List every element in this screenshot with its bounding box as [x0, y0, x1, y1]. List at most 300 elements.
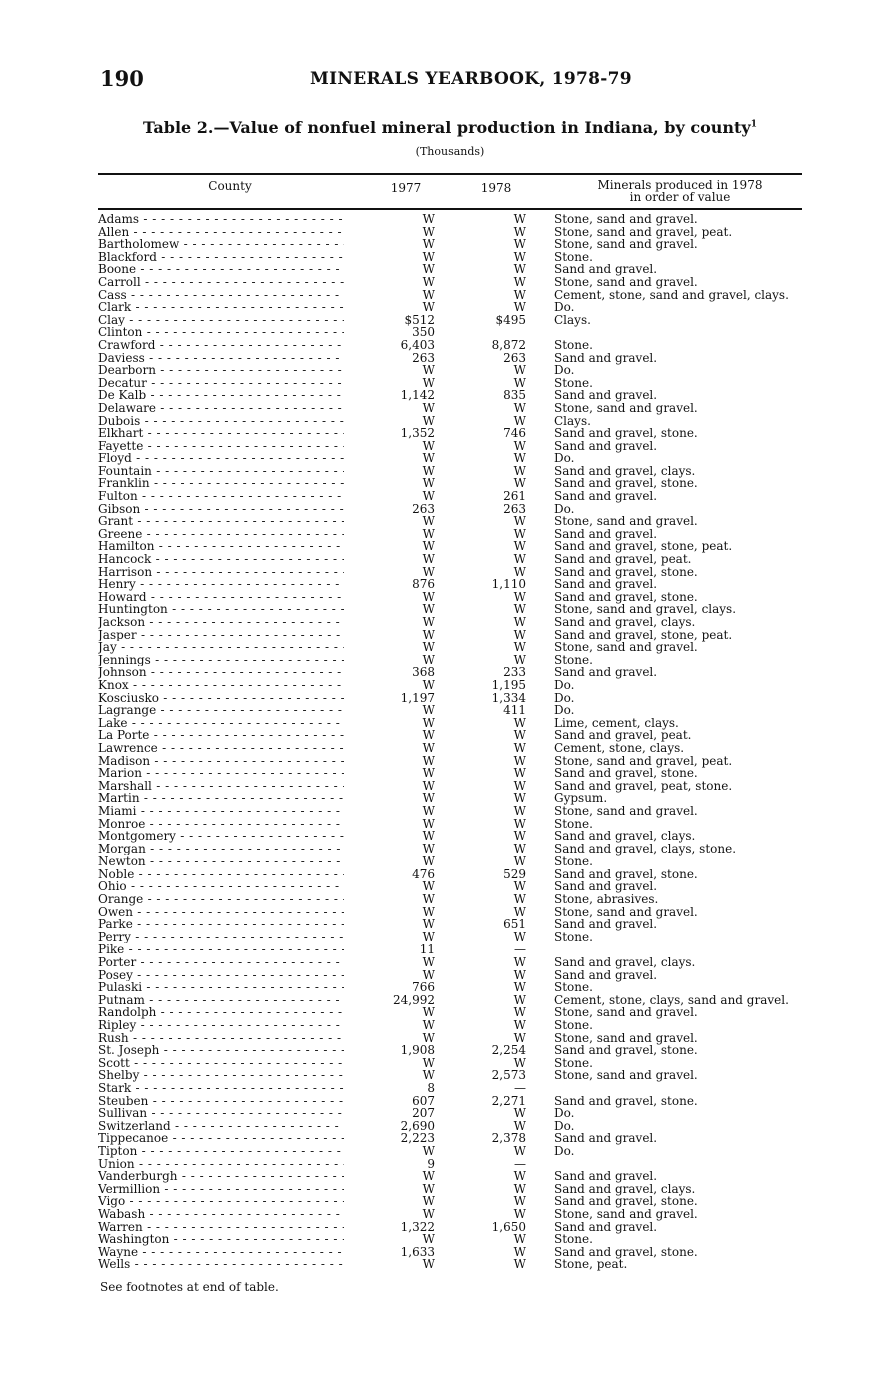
- value-1977-cell: W: [422, 1181, 435, 1196]
- table-row: [0, 629, 876, 642]
- minerals-cell: Stone, sand and gravel.: [554, 1206, 698, 1221]
- value-1978-cell: W: [513, 1055, 526, 1070]
- value-1977-cell: W: [422, 489, 435, 504]
- county-cell: Jennings - - -: [98, 654, 344, 667]
- value-1977-cell: W: [422, 1005, 435, 1020]
- value-1977-cell: W: [422, 904, 435, 919]
- table-row: [0, 893, 876, 906]
- value-1977-cell: W: [422, 1232, 435, 1247]
- value-1978-cell: W: [513, 1030, 526, 1045]
- table-row: [0, 213, 876, 226]
- table-row: [0, 1258, 876, 1271]
- value-1978-cell: W: [513, 740, 526, 755]
- table-row: [0, 818, 876, 831]
- table-row: [0, 679, 876, 692]
- value-1978-cell: W: [513, 249, 526, 264]
- minerals-cell: Do.: [554, 501, 575, 516]
- value-1978-cell: W: [513, 1018, 526, 1032]
- county-cell: Crawford - - -: [98, 339, 344, 352]
- minerals-cell: Sand and gravel, stone.: [554, 866, 698, 881]
- value-1977-cell: W: [422, 715, 435, 730]
- value-1977-cell: 1,322: [400, 1219, 435, 1234]
- value-1978-cell: W: [513, 791, 526, 806]
- value-1978-cell: W: [513, 1232, 526, 1247]
- table-top-rule: [98, 173, 802, 175]
- minerals-cell: Sand and gravel.: [554, 1131, 658, 1146]
- table-row: [0, 352, 876, 365]
- county-cell: Hamilton - - -: [98, 540, 344, 553]
- minerals-cell: Lime, cement, clays.: [554, 715, 679, 730]
- county-cell: Cass - - -: [98, 289, 344, 302]
- value-1978-cell: W: [513, 363, 526, 378]
- minerals-cell: Stone, sand and gravel.: [554, 212, 698, 226]
- county-cell: Steuben - - -: [98, 1095, 344, 1108]
- county-cell: Rush - - -: [98, 1032, 344, 1045]
- county-cell: Switzerland - - -: [98, 1120, 344, 1133]
- county-cell: Sullivan - - -: [98, 1107, 344, 1120]
- value-1978-cell: $495: [495, 312, 526, 327]
- value-1978-cell: W: [513, 589, 526, 604]
- county-cell: St. Joseph - - -: [98, 1044, 344, 1057]
- table-row: [0, 855, 876, 868]
- county-cell: Wayne - - -: [98, 1246, 344, 1259]
- minerals-cell: Sand and gravel, stone, peat.: [554, 539, 733, 554]
- minerals-cell: Sand and gravel.: [554, 577, 658, 592]
- minerals-cell: Clays.: [554, 312, 591, 327]
- table-row: [0, 238, 876, 251]
- minerals-cell: Sand and gravel.: [554, 438, 658, 453]
- value-1977-cell: W: [422, 955, 435, 970]
- value-1978-cell: W: [513, 375, 526, 390]
- minerals-cell: Clays.: [554, 413, 591, 428]
- county-cell: Perry - - -: [98, 931, 344, 944]
- table-row: [0, 377, 876, 390]
- value-1977-cell: W: [422, 212, 435, 226]
- value-1978-cell: W: [513, 237, 526, 252]
- value-1977-cell: W: [422, 1194, 435, 1209]
- value-1978-cell: W: [513, 803, 526, 818]
- table-row: [0, 314, 876, 327]
- value-1977-cell: W: [422, 1068, 435, 1083]
- minerals-cell: Sand and gravel, clays.: [554, 615, 696, 629]
- table-row: [0, 805, 876, 818]
- value-1978-cell: 2,254: [491, 1043, 526, 1058]
- value-1978-cell: W: [513, 652, 526, 667]
- value-1978-cell: W: [513, 728, 526, 743]
- table-row: [0, 906, 876, 919]
- value-1977-cell: W: [422, 892, 435, 907]
- minerals-cell: Stone.: [554, 929, 593, 944]
- value-1977-cell: W: [422, 552, 435, 567]
- value-1977-cell: W: [422, 766, 435, 781]
- county-cell: Lawrence - - -: [98, 742, 344, 755]
- county-cell: Bartholomew - - -: [98, 238, 344, 251]
- value-1977-cell: W: [422, 740, 435, 755]
- value-1977-cell: W: [422, 237, 435, 252]
- value-1977-cell: W: [422, 652, 435, 667]
- county-cell: Montgomery - - -: [98, 830, 344, 843]
- table-row: [0, 1095, 876, 1108]
- value-1977-cell: W: [422, 287, 435, 302]
- value-1977-cell: W: [422, 249, 435, 264]
- table-row: [0, 1057, 876, 1070]
- value-1977-cell: 2,690: [400, 1118, 435, 1133]
- value-1978-cell: W: [513, 1244, 526, 1259]
- minerals-cell: Sand and gravel.: [554, 526, 658, 541]
- table-row: [0, 654, 876, 667]
- table-row: [0, 1246, 876, 1259]
- table-row: [0, 868, 876, 881]
- table-row: [0, 477, 876, 490]
- value-1978-cell: 651: [503, 917, 526, 932]
- table-title-footnote-marker: 1: [750, 119, 757, 130]
- table-row: [0, 1208, 876, 1221]
- value-1977-cell: W: [422, 363, 435, 378]
- county-cell: Stark - - -: [98, 1082, 344, 1095]
- column-header-1978: 1978: [480, 181, 512, 195]
- value-1977-cell: W: [422, 816, 435, 831]
- table-row: [0, 226, 876, 239]
- county-cell: Parke - - -: [98, 918, 344, 931]
- minerals-cell: Sand and gravel.: [554, 665, 658, 680]
- minerals-cell: Stone, sand and gravel.: [554, 274, 698, 289]
- county-cell: Greene - - -: [98, 528, 344, 541]
- value-1977-cell: W: [422, 526, 435, 541]
- county-cell: Noble - - -: [98, 868, 344, 881]
- minerals-cell: Stone.: [554, 337, 593, 352]
- table-row: [0, 515, 876, 528]
- minerals-cell: Do.: [554, 703, 575, 718]
- value-1977-cell: 8: [427, 1080, 435, 1095]
- value-1977-cell: 263: [412, 350, 435, 365]
- value-1977-cell: 24,992: [393, 992, 435, 1007]
- county-cell: Lagrange - - -: [98, 704, 344, 717]
- value-1978-cell: W: [513, 1005, 526, 1020]
- value-1978-cell: —: [514, 1080, 526, 1095]
- value-1977-cell: W: [422, 791, 435, 806]
- table-row: [0, 490, 876, 503]
- value-1978-cell: W: [513, 753, 526, 768]
- county-cell: Ripley - - -: [98, 1019, 344, 1032]
- value-1977-cell: 1,908: [400, 1043, 435, 1058]
- table-row: [0, 1069, 876, 1082]
- value-1978-cell: W: [513, 1257, 526, 1272]
- table-row: [0, 1233, 876, 1246]
- value-1977-cell: W: [422, 224, 435, 239]
- value-1977-cell: 11: [419, 942, 435, 957]
- table-row: [0, 931, 876, 944]
- table-row: [0, 276, 876, 289]
- value-1977-cell: W: [422, 841, 435, 856]
- value-1978-cell: W: [513, 602, 526, 617]
- county-cell: Huntington - - -: [98, 603, 344, 616]
- value-1977-cell: W: [422, 589, 435, 604]
- table-header-rule: [98, 208, 802, 210]
- county-cell: Clinton - - -: [98, 326, 344, 339]
- county-cell: Adams - - -: [98, 213, 344, 226]
- value-1977-cell: W: [422, 463, 435, 478]
- column-header-minerals: [560, 179, 800, 203]
- value-1977-cell: 1,352: [400, 426, 435, 441]
- value-1977-cell: 766: [412, 980, 435, 995]
- value-1978-cell: W: [513, 929, 526, 944]
- table-row: [0, 880, 876, 893]
- minerals-cell: Cement, stone, clays.: [554, 740, 685, 755]
- value-1978-cell: W: [513, 1194, 526, 1209]
- table-row: [0, 1158, 876, 1171]
- minerals-cell: Sand and gravel, stone.: [554, 1244, 698, 1259]
- value-1978-cell: W: [513, 262, 526, 277]
- table-row: [0, 1145, 876, 1158]
- county-cell: Pulaski - - -: [98, 981, 344, 994]
- value-1978-cell: W: [513, 904, 526, 919]
- county-cell: Jay - - -: [98, 641, 344, 654]
- minerals-cell: Sand and gravel.: [554, 967, 658, 982]
- value-1977-cell: W: [422, 1169, 435, 1184]
- county-cell: Delaware - - -: [98, 402, 344, 415]
- table-row: [0, 301, 876, 314]
- minerals-cell: Do.: [554, 451, 575, 466]
- value-1977-cell: W: [422, 602, 435, 617]
- minerals-cell: Stone.: [554, 1018, 593, 1032]
- minerals-cell: Sand and gravel, clays.: [554, 463, 696, 478]
- county-cell: Lake - - -: [98, 717, 344, 730]
- table-row: [0, 452, 876, 465]
- value-1978-cell: W: [513, 778, 526, 793]
- table-row: [0, 251, 876, 264]
- value-1978-cell: W: [513, 816, 526, 831]
- value-1977-cell: $512: [404, 312, 435, 327]
- minerals-cell: Sand and gravel, clays.: [554, 1181, 696, 1196]
- value-1977-cell: 350: [412, 325, 435, 340]
- running-head: MINERALS YEARBOOK, 1978-79: [310, 69, 632, 89]
- county-cell: La Porte - - -: [98, 729, 344, 742]
- value-1978-cell: 1,650: [491, 1219, 526, 1234]
- table-row: [0, 666, 876, 679]
- county-cell: Grant - - -: [98, 515, 344, 528]
- value-1978-cell: W: [513, 640, 526, 655]
- value-1978-cell: W: [513, 967, 526, 982]
- page-number: 190: [100, 66, 144, 91]
- value-1977-cell: 1,197: [400, 690, 435, 705]
- minerals-cell: Sand and gravel, clays.: [554, 955, 696, 970]
- county-cell: Elkhart - - -: [98, 427, 344, 440]
- value-1978-cell: 233: [503, 665, 526, 680]
- value-1978-cell: 529: [503, 866, 526, 881]
- value-1977-cell: W: [422, 854, 435, 869]
- table-row: [0, 339, 876, 352]
- table-row: [0, 578, 876, 591]
- value-1977-cell: W: [422, 1206, 435, 1221]
- table-row: [0, 843, 876, 856]
- county-cell: Wabash - - -: [98, 1208, 344, 1221]
- value-1977-cell: 368: [412, 665, 435, 680]
- table-row: [0, 1132, 876, 1145]
- value-1978-cell: W: [513, 212, 526, 226]
- value-1978-cell: W: [513, 715, 526, 730]
- county-cell: Knox - - -: [98, 679, 344, 692]
- minerals-cell: Do.: [554, 677, 575, 692]
- minerals-cell: Stone, sand and gravel, peat.: [554, 224, 733, 239]
- table-row: [0, 616, 876, 629]
- value-1977-cell: W: [422, 1257, 435, 1272]
- table-row: [0, 1170, 876, 1183]
- minerals-cell: Sand and gravel, stone.: [554, 1194, 698, 1209]
- minerals-cell: Do.: [554, 363, 575, 378]
- table-row: [0, 969, 876, 982]
- minerals-cell: Sand and gravel, stone.: [554, 564, 698, 579]
- county-cell: Jasper - - -: [98, 629, 344, 642]
- value-1978-cell: 8,872: [491, 337, 526, 352]
- value-1978-cell: W: [513, 300, 526, 315]
- minerals-cell: Sand and gravel.: [554, 917, 658, 932]
- county-cell: Fayette - - -: [98, 440, 344, 453]
- minerals-cell: Sand and gravel, stone.: [554, 476, 698, 491]
- minerals-cell: Stone, abrasives.: [554, 892, 659, 907]
- county-cell: Orange - - -: [98, 893, 344, 906]
- value-1978-cell: —: [514, 1156, 526, 1171]
- table-row: [0, 641, 876, 654]
- value-1977-cell: W: [422, 1018, 435, 1032]
- minerals-cell: Stone, sand and gravel.: [554, 400, 698, 415]
- value-1978-cell: W: [513, 766, 526, 781]
- value-1977-cell: 476: [412, 866, 435, 881]
- minerals-cell: Do.: [554, 1118, 575, 1133]
- value-1978-cell: W: [513, 526, 526, 541]
- table-row: [0, 704, 876, 717]
- value-1977-cell: W: [422, 413, 435, 428]
- value-1977-cell: W: [422, 476, 435, 491]
- county-cell: Clark - - -: [98, 301, 344, 314]
- table-row: [0, 1082, 876, 1095]
- minerals-cell: Stone, sand and gravel, peat.: [554, 753, 733, 768]
- minerals-cell: Stone, sand and gravel.: [554, 1005, 698, 1020]
- minerals-cell: Sand and gravel, peat, stone.: [554, 778, 733, 793]
- column-header-county: County: [208, 179, 252, 193]
- value-1978-cell: W: [513, 879, 526, 894]
- table-row: [0, 1221, 876, 1234]
- value-1978-cell: W: [513, 400, 526, 415]
- value-1978-cell: W: [513, 627, 526, 642]
- table-row: [0, 943, 876, 956]
- table-row: [0, 981, 876, 994]
- minerals-cell: Sand and gravel, stone, peat.: [554, 627, 733, 642]
- table-row: [0, 289, 876, 302]
- table-row: [0, 440, 876, 453]
- county-cell: Henry - - -: [98, 578, 344, 591]
- minerals-cell: Stone, sand and gravel.: [554, 640, 698, 655]
- value-1977-cell: 263: [412, 501, 435, 516]
- county-cell: Allen - - -: [98, 226, 344, 239]
- value-1978-cell: 1,195: [491, 677, 526, 692]
- table-row: [0, 415, 876, 428]
- county-cell: Vigo - - -: [98, 1195, 344, 1208]
- value-1978-cell: 1,334: [491, 690, 526, 705]
- value-1977-cell: 1,633: [400, 1244, 435, 1259]
- table-row: [0, 364, 876, 377]
- value-1978-cell: W: [513, 224, 526, 239]
- county-cell: Posey - - -: [98, 969, 344, 982]
- table-row: [0, 830, 876, 843]
- county-cell: Madison - - -: [98, 755, 344, 768]
- table-row: [0, 1044, 876, 1057]
- value-1977-cell: W: [422, 451, 435, 466]
- value-1977-cell: W: [422, 829, 435, 844]
- table-row: [0, 1032, 876, 1045]
- table-body: [0, 213, 876, 1271]
- table-row: [0, 755, 876, 768]
- minerals-cell: Sand and gravel.: [554, 1169, 658, 1184]
- value-1978-cell: W: [513, 564, 526, 579]
- county-cell: Daviess - - -: [98, 352, 344, 365]
- value-1977-cell: W: [422, 615, 435, 629]
- minerals-cell: Stone, peat.: [554, 1257, 628, 1272]
- county-cell: Vanderburgh - - -: [98, 1170, 344, 1183]
- county-cell: Carroll - - -: [98, 276, 344, 289]
- table-row: [0, 1019, 876, 1032]
- value-1977-cell: 876: [412, 577, 435, 592]
- table-row: [0, 402, 876, 415]
- county-cell: Pike - - -: [98, 943, 344, 956]
- value-1978-cell: 746: [503, 426, 526, 441]
- value-1977-cell: 607: [412, 1093, 435, 1108]
- county-cell: Kosciusko - - -: [98, 692, 344, 705]
- value-1978-cell: W: [513, 854, 526, 869]
- county-cell: Harrison - - -: [98, 566, 344, 579]
- minerals-cell: Sand and gravel, stone.: [554, 589, 698, 604]
- table-row: [0, 465, 876, 478]
- minerals-cell: Sand and gravel, stone.: [554, 426, 698, 441]
- footnote: See footnotes at end of table.: [100, 1280, 279, 1294]
- value-1977-cell: 6,403: [400, 337, 435, 352]
- county-cell: Shelby - - -: [98, 1069, 344, 1082]
- minerals-cell: Sand and gravel.: [554, 262, 658, 277]
- value-1978-cell: 411: [503, 703, 526, 718]
- value-1978-cell: W: [513, 1106, 526, 1121]
- county-cell: Miami - - -: [98, 805, 344, 818]
- county-cell: Franklin - - -: [98, 477, 344, 490]
- table-row: [0, 1195, 876, 1208]
- table-row: [0, 729, 876, 742]
- value-1978-cell: W: [513, 841, 526, 856]
- value-1977-cell: W: [422, 677, 435, 692]
- table-row: [0, 1107, 876, 1120]
- county-cell: Decatur - - -: [98, 377, 344, 390]
- minerals-cell: Cement, stone, sand and gravel, clays.: [554, 287, 789, 302]
- value-1977-cell: W: [422, 438, 435, 453]
- value-1978-cell: W: [513, 552, 526, 567]
- minerals-cell: Stone.: [554, 249, 593, 264]
- minerals-cell: Stone, sand and gravel.: [554, 237, 698, 252]
- value-1977-cell: W: [422, 262, 435, 277]
- minerals-cell: Sand and gravel.: [554, 388, 658, 403]
- table-row: [0, 1120, 876, 1133]
- value-1977-cell: W: [422, 1055, 435, 1070]
- minerals-cell: Gypsum.: [554, 791, 608, 806]
- value-1978-cell: W: [513, 413, 526, 428]
- table-row: [0, 918, 876, 931]
- county-cell: Floyd - - -: [98, 452, 344, 465]
- value-1977-cell: 2,223: [400, 1131, 435, 1146]
- minerals-cell: Sand and gravel, peat.: [554, 552, 692, 567]
- value-1977-cell: W: [422, 640, 435, 655]
- value-1977-cell: W: [422, 627, 435, 642]
- county-cell: Porter - - -: [98, 956, 344, 969]
- county-cell: Ohio - - -: [98, 880, 344, 893]
- minerals-cell: Stone, sand and gravel.: [554, 1068, 698, 1083]
- table-row: [0, 553, 876, 566]
- table-row: [0, 566, 876, 579]
